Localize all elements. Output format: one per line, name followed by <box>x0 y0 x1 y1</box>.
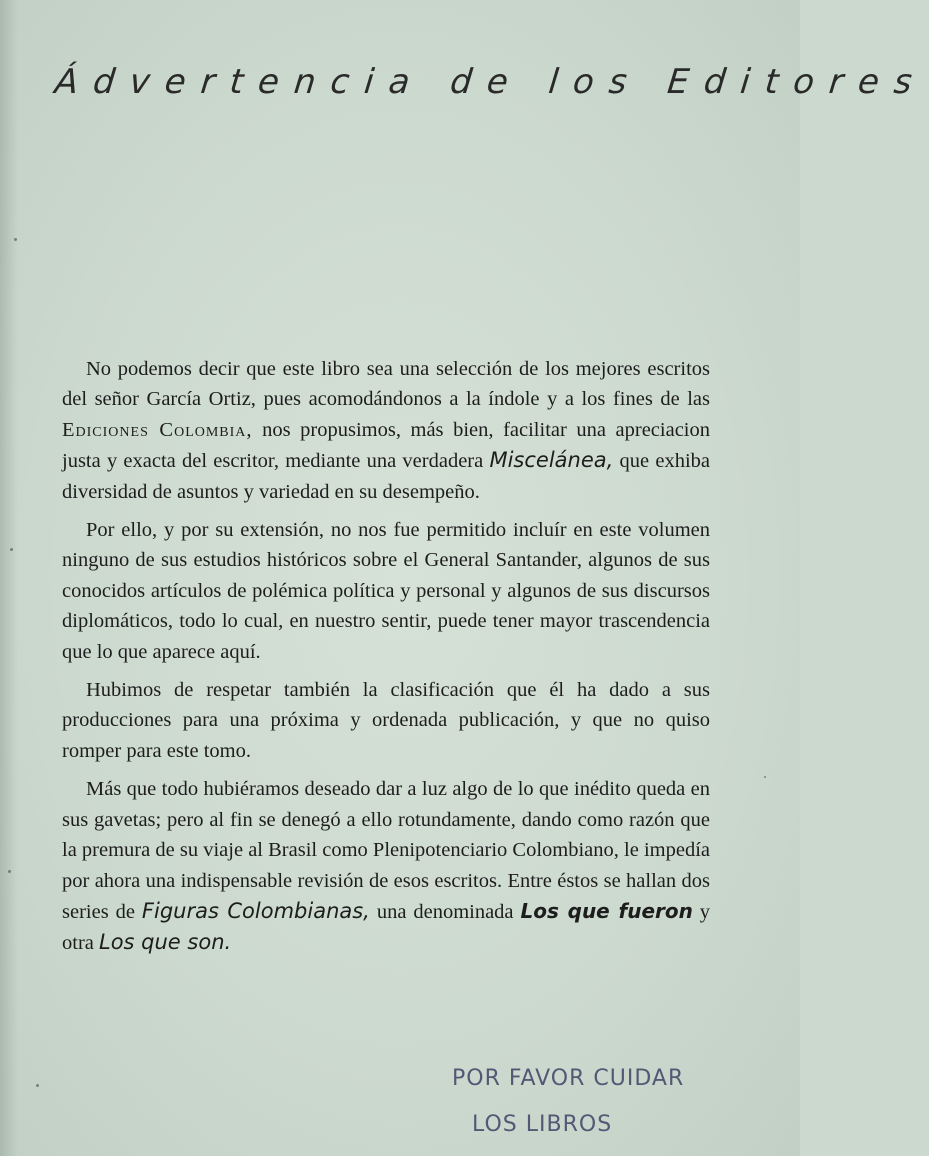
editors-note-body <box>62 354 710 967</box>
paper-speck <box>764 776 766 778</box>
paragraph-4-text-a: Más que todo hubiéramos deseado dar a luz algo de lo que inédito queda en sus gavetas; pero al fin se denegó a ello rotundamente, dando como razón que la premura de su viaje al Brasil como Plenipotenciario Colombiano, le impedía por ahora una indispensable revisión de esos escritos. Entre éstos se hallan dos series de <box>62 778 710 923</box>
los-que-son-title: Los que son. <box>99 930 232 955</box>
library-stamp-line-1: POR FAVOR CUIDAR <box>452 1066 685 1091</box>
miscelanea-title: Miscelánea, <box>489 448 614 473</box>
paragraph-4 <box>62 774 710 958</box>
library-stamp-line-2: LOS LIBROS <box>472 1112 613 1137</box>
figuras-colombianas-title: Figuras Colombianas, <box>141 898 370 923</box>
paragraph-1-text-c: que exhiba diversidad de asuntos y variedad en su desempeño. <box>62 450 711 503</box>
paragraph-2: Por ello, y por su extensión, no nos fue permitido incluír en este volumen ninguno de sus estudios históricos sobre el General Santander, algunos de sus conocidos artículos de polémica política y personal y algunos de sus discursos diplomáticos, todo lo cual, en nuestro sentir, puede tener mayor trascendencia que lo que aparece aquí. <box>62 519 710 663</box>
series-name: Ediciones Colombia, <box>62 418 253 441</box>
paper-speck <box>10 548 13 551</box>
paper-speck <box>8 870 11 873</box>
los-que-fueron-title: Los que fueron <box>520 898 693 923</box>
paragraph-1-text-a: No podemos decir que este libro sea una selección de los mejores escritos del señor García Ortiz, pues acomodándonos a la índole y a los fines de las <box>62 358 710 411</box>
paper-speck <box>36 1084 39 1087</box>
paragraph-3: Hubimos de respetar también la clasificación que él ha dado a sus producciones para una próxima y ordenada publicación, y que no quiso romper para este tomo. <box>62 679 710 762</box>
paragraph-4-text-c: y otra <box>62 900 711 955</box>
paragraph-1 <box>62 354 710 507</box>
page-title: Ádvertencia de los Editores <box>52 62 929 102</box>
paragraph-1-text-b: nos propusimos, más bien, facilitar una apreciacion justa y exacta del escritor, mediante una verdadera <box>62 418 710 473</box>
paper-speck <box>14 238 17 241</box>
paragraph-4-text-b: una denominada <box>376 900 514 923</box>
spine-shadow <box>0 0 18 1156</box>
